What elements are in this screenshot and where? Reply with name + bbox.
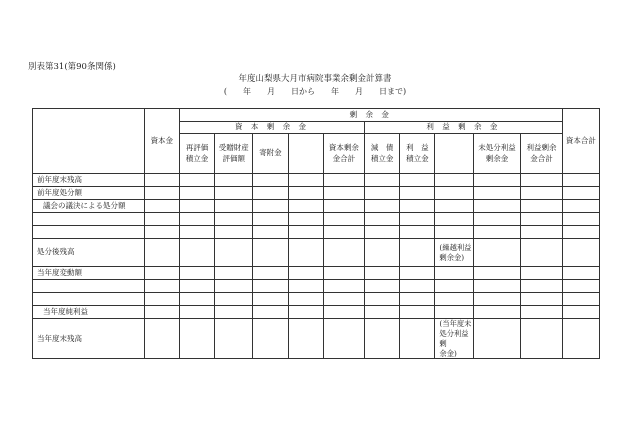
table-cell xyxy=(365,306,400,319)
table-cell: 前年度末残高 xyxy=(33,174,145,187)
header-capital-total: 資本合計 xyxy=(562,109,599,174)
table-cell xyxy=(33,213,145,226)
table-cell xyxy=(365,280,400,293)
row-current-year-end xyxy=(33,319,600,359)
table-cell xyxy=(435,267,473,280)
table-cell xyxy=(144,174,179,187)
table-cell xyxy=(365,239,400,267)
table-cell xyxy=(215,280,253,293)
table-cell xyxy=(215,174,253,187)
table-cell xyxy=(365,293,400,306)
table-cell xyxy=(288,293,323,306)
table-cell xyxy=(253,226,288,239)
form-reference: 別表第31(第90条関係) xyxy=(28,62,116,72)
table-cell xyxy=(473,267,521,280)
table-cell xyxy=(288,187,323,200)
table-cell xyxy=(215,267,253,280)
table-cell xyxy=(253,174,288,187)
table-cell xyxy=(562,267,599,280)
table-cell xyxy=(562,239,599,267)
table-cell xyxy=(365,187,400,200)
table-cell xyxy=(323,200,364,213)
table-cell xyxy=(179,267,214,280)
table-cell xyxy=(215,293,253,306)
table-cell xyxy=(179,280,214,293)
row-blank xyxy=(33,213,600,226)
current-year-end-note: (当年度未 処分利益剰 余金) xyxy=(435,319,473,359)
header-capital-surplus: 資 本 剰 余 金 xyxy=(179,122,364,134)
table-cell xyxy=(323,239,364,267)
table-cell xyxy=(253,306,288,319)
table-cell xyxy=(562,200,599,213)
table-cell xyxy=(562,226,599,239)
row-current-net-profit xyxy=(33,306,600,319)
table-cell xyxy=(253,280,288,293)
table-cell xyxy=(435,187,473,200)
table-cell xyxy=(253,200,288,213)
table-cell xyxy=(435,306,473,319)
table-cell xyxy=(473,319,521,359)
table-cell xyxy=(521,200,562,213)
row-blank xyxy=(33,280,600,293)
table-cell xyxy=(400,239,435,267)
table-cell xyxy=(365,267,400,280)
table-cell xyxy=(521,239,562,267)
table-cell xyxy=(562,306,599,319)
table-cell xyxy=(365,213,400,226)
table-cell xyxy=(323,319,364,359)
table-cell xyxy=(365,319,400,359)
table-cell xyxy=(521,174,562,187)
table-cell xyxy=(521,187,562,200)
row-council-disposal xyxy=(33,200,600,213)
table-cell xyxy=(288,280,323,293)
table-cell xyxy=(253,319,288,359)
table-cell xyxy=(473,306,521,319)
table-cell xyxy=(33,280,145,293)
table-cell xyxy=(215,200,253,213)
table-cell xyxy=(288,213,323,226)
table-cell xyxy=(323,226,364,239)
table-cell xyxy=(473,200,521,213)
row-current-change xyxy=(33,267,600,280)
row-blank xyxy=(33,293,600,306)
table-cell xyxy=(521,280,562,293)
table-cell xyxy=(179,213,214,226)
header-revaluation: 再評価 積立金 xyxy=(179,134,214,174)
table-cell xyxy=(562,213,599,226)
table-cell xyxy=(215,306,253,319)
table-cell xyxy=(179,200,214,213)
header-unappropriated: 未処分利益 剰余金 xyxy=(473,134,521,174)
table-cell xyxy=(400,319,435,359)
table-cell xyxy=(473,187,521,200)
table-cell xyxy=(288,226,323,239)
table-cell xyxy=(33,293,145,306)
table-cell xyxy=(253,293,288,306)
table-cell xyxy=(144,226,179,239)
table-cell xyxy=(521,267,562,280)
header-row-1 xyxy=(33,109,600,122)
table-cell xyxy=(365,200,400,213)
table-cell: 当年度純利益 xyxy=(33,306,145,319)
table-cell xyxy=(473,280,521,293)
table-cell xyxy=(288,306,323,319)
table-cell xyxy=(144,293,179,306)
row-post-disposal xyxy=(33,239,600,267)
table-cell xyxy=(400,200,435,213)
header-profit-surplus-total: 利益剰余 金合計 xyxy=(521,134,562,174)
table-cell xyxy=(473,293,521,306)
table-cell xyxy=(435,174,473,187)
post-disposal-note: (繰越利益 剰余金) xyxy=(435,239,473,267)
table-cell xyxy=(562,174,599,187)
table-cell xyxy=(253,187,288,200)
table-cell xyxy=(473,213,521,226)
table-cell xyxy=(521,293,562,306)
table-cell xyxy=(144,280,179,293)
table-cell xyxy=(323,293,364,306)
table-cell xyxy=(144,306,179,319)
table-cell xyxy=(179,293,214,306)
table-cell xyxy=(179,319,214,359)
table-cell: 処分後残高 xyxy=(33,239,145,267)
fiscal-period: ( 年 月 日から 年 月 日まで) xyxy=(223,87,407,96)
header-blank-col xyxy=(435,134,473,174)
header-blank-col xyxy=(288,134,323,174)
table-cell xyxy=(323,267,364,280)
table-cell xyxy=(400,267,435,280)
table-cell xyxy=(215,319,253,359)
table-cell xyxy=(323,213,364,226)
header-capital: 資本金 xyxy=(144,109,179,174)
table-cell xyxy=(400,306,435,319)
table-cell xyxy=(323,306,364,319)
header-blank xyxy=(33,109,145,174)
form-title: 年度山梨県大月市病院事業余剰金計算書 xyxy=(238,74,392,84)
table-cell xyxy=(521,306,562,319)
table-cell xyxy=(179,174,214,187)
header-reduction-reserve: 減 債 積立金 xyxy=(365,134,400,174)
table-cell xyxy=(288,319,323,359)
table-cell xyxy=(365,174,400,187)
table-cell xyxy=(215,239,253,267)
table-cell xyxy=(435,293,473,306)
table-cell xyxy=(400,280,435,293)
table-cell xyxy=(179,239,214,267)
table-cell xyxy=(144,239,179,267)
table-cell: 議会の議決による処分額 xyxy=(33,200,145,213)
table-cell xyxy=(144,267,179,280)
table-cell xyxy=(562,293,599,306)
row-blank xyxy=(33,226,600,239)
table-cell xyxy=(400,187,435,200)
table-cell xyxy=(435,200,473,213)
table-cell xyxy=(179,187,214,200)
table-cell xyxy=(400,213,435,226)
header-capital-surplus-total: 資本剰余 金合計 xyxy=(323,134,364,174)
table-cell xyxy=(33,226,145,239)
table-cell xyxy=(144,213,179,226)
table-cell xyxy=(323,187,364,200)
header-contribution: 寄附金 xyxy=(253,134,288,174)
table-cell xyxy=(288,200,323,213)
table-cell xyxy=(521,319,562,359)
table-cell xyxy=(215,213,253,226)
table-cell xyxy=(400,293,435,306)
table-cell xyxy=(288,267,323,280)
table-cell xyxy=(521,226,562,239)
row-prev-year-end xyxy=(33,174,600,187)
table-cell xyxy=(473,174,521,187)
table-cell xyxy=(473,239,521,267)
table-cell xyxy=(288,174,323,187)
table-cell: 前年度処分額 xyxy=(33,187,145,200)
table-cell xyxy=(144,200,179,213)
table-cell xyxy=(288,239,323,267)
table-cell xyxy=(215,187,253,200)
table-cell xyxy=(562,280,599,293)
table-cell xyxy=(323,174,364,187)
header-surplus: 剰 余 金 xyxy=(179,109,562,122)
table-cell xyxy=(400,174,435,187)
table-cell xyxy=(253,213,288,226)
table-cell xyxy=(179,306,214,319)
table-cell xyxy=(253,267,288,280)
table-cell xyxy=(562,319,599,359)
table-cell xyxy=(435,280,473,293)
table-cell xyxy=(323,280,364,293)
header-profit-surplus: 利 益 剰 余 金 xyxy=(365,122,563,134)
surplus-statement-table xyxy=(32,108,600,359)
table-cell xyxy=(215,226,253,239)
table-cell xyxy=(473,226,521,239)
header-profit-reserve: 利 益 積立金 xyxy=(400,134,435,174)
table-cell xyxy=(144,187,179,200)
row-prev-year-disposal xyxy=(33,187,600,200)
table-cell xyxy=(179,226,214,239)
table-cell xyxy=(435,213,473,226)
table-cell xyxy=(562,187,599,200)
table-cell xyxy=(400,226,435,239)
table-cell xyxy=(435,226,473,239)
table-cell: 当年度末残高 xyxy=(33,319,145,359)
header-donated-asset: 受贈財産 評価額 xyxy=(215,134,253,174)
table-cell xyxy=(521,213,562,226)
table-cell: 当年度変動額 xyxy=(33,267,145,280)
table-cell xyxy=(144,319,179,359)
table-cell xyxy=(365,226,400,239)
table-cell xyxy=(253,239,288,267)
